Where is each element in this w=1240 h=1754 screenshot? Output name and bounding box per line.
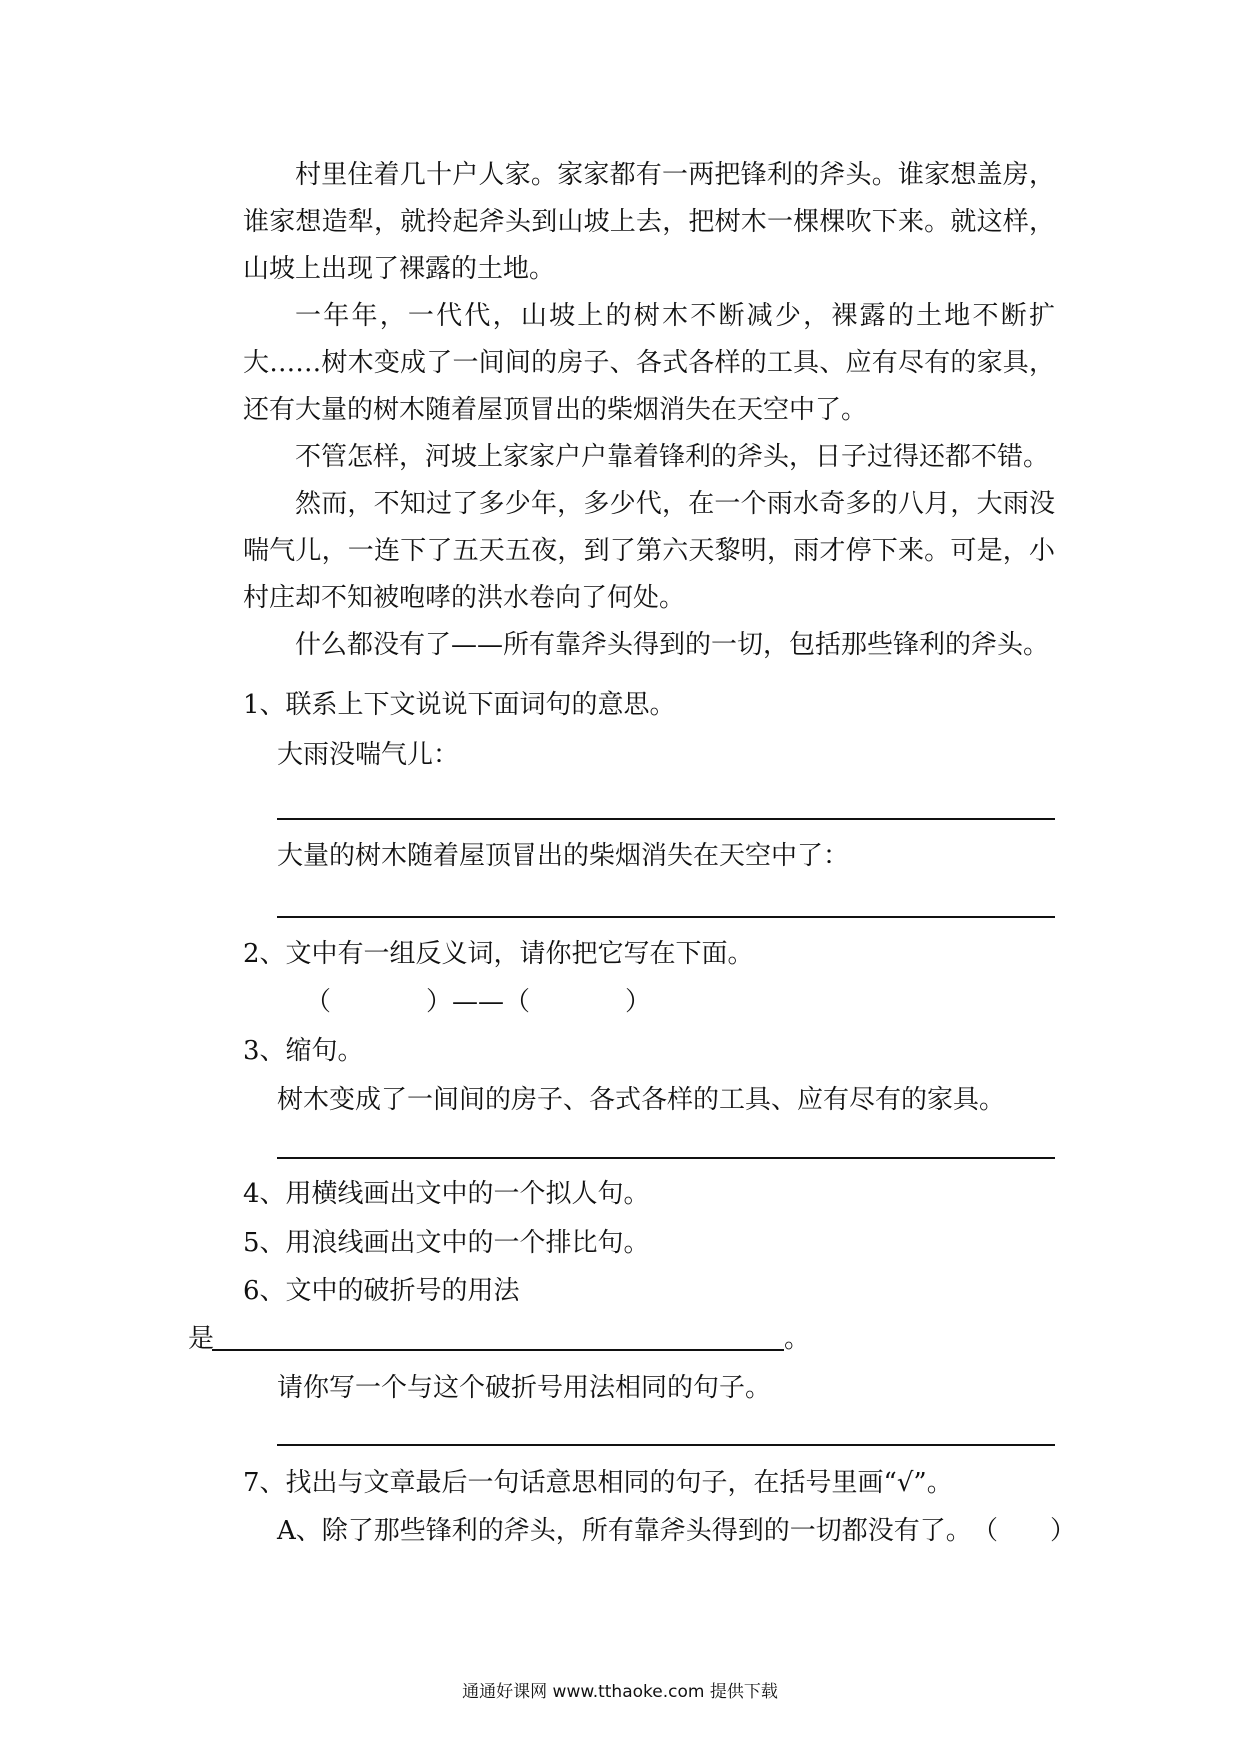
question-2-prompt: 2、文中有一组反义词，请你把它写在下面。 bbox=[243, 939, 754, 969]
reading-passage bbox=[243, 152, 1055, 669]
passage-paragraph-5: 什么都没有了——所有靠斧头得到的一切，包括那些锋利的斧头。 bbox=[295, 630, 1050, 660]
question-3-prompt: 3、缩句。 bbox=[243, 1036, 364, 1066]
question-4-prompt: 4、用横线画出文中的一个拟人句。 bbox=[243, 1179, 650, 1209]
antonym-answer-row bbox=[305, 985, 651, 1019]
question-5-prompt: 5、用浪线画出文中的一个排比句。 bbox=[243, 1228, 650, 1258]
answer-line-3[interactable] bbox=[277, 1157, 1055, 1159]
option-a-checkbox[interactable]: （ ） bbox=[972, 1516, 1077, 1546]
question-7-prompt: 7、找出与文章最后一句话意思相同的句子，在括号里画“√”。 bbox=[243, 1468, 953, 1498]
question-6-lead: 是 bbox=[188, 1324, 215, 1354]
question-7-option-a: A、除了那些锋利的斧头，所有靠斧头得到的一切都没有了。 bbox=[277, 1516, 972, 1546]
passage-paragraph-2: 一年年，一代代，山坡上的树木不断减少，裸露的土地不断扩大……树木变成了一间间的房子、各式各样的工具、应有尽有的家具，还有大量的树木随着屋顶冒出的柴烟消失在天空中了。 bbox=[243, 301, 1055, 425]
page-footer: 通通好课网 www.tthaoke.com 提供下载 bbox=[462, 1682, 778, 1702]
antonym-paren-open-2: （ bbox=[504, 987, 531, 1017]
antonym-paren-open-1: （ bbox=[305, 987, 332, 1017]
answer-line-6b[interactable] bbox=[277, 1444, 1055, 1446]
question-6-prompt: 6、文中的破折号的用法 bbox=[243, 1276, 520, 1306]
answer-line-6a[interactable] bbox=[212, 1349, 784, 1351]
question-1-item-a: 大雨没喘气儿： bbox=[277, 740, 460, 770]
antonym-paren-close-2: ） bbox=[625, 987, 652, 1017]
answer-line-1b[interactable] bbox=[277, 916, 1055, 918]
passage-paragraph-3: 不管怎样，河坡上家家户户靠着锋利的斧头，日子过得还都不错。 bbox=[295, 442, 1050, 472]
answer-line-1a[interactable] bbox=[277, 818, 1055, 820]
antonym-paren-close-1: ） bbox=[426, 987, 453, 1017]
antonym-dash: —— bbox=[452, 987, 505, 1017]
question-6-follow-up: 请你写一个与这个破折号用法相同的句子。 bbox=[277, 1373, 772, 1403]
question-3-sentence: 树木变成了一间间的房子、各式各样的工具、应有尽有的家具。 bbox=[277, 1085, 1006, 1115]
passage-paragraph-4: 然而，不知过了多少年，多少代，在一个雨水奇多的八月，大雨没喘气儿，一连下了五天五夜，到了第六天黎明，雨才停下来。可是，小村庄却不知被咆哮的洪水卷向了何处。 bbox=[243, 489, 1055, 613]
question-1-item-b: 大量的树木随着屋顶冒出的柴烟消失在天空中了： bbox=[277, 841, 850, 871]
question-1-prompt: 1、联系上下文说说下面词句的意思。 bbox=[243, 690, 676, 720]
question-6-end-mark: 。 bbox=[784, 1324, 811, 1354]
passage-paragraph-1: 村里住着几十户人家。家家都有一两把锋利的斧头。谁家想盖房，谁家想造犁，就拎起斧头到山坡上去，把树木一棵棵吹下来。就这样，山坡上出现了裸露的土地。 bbox=[243, 160, 1055, 284]
